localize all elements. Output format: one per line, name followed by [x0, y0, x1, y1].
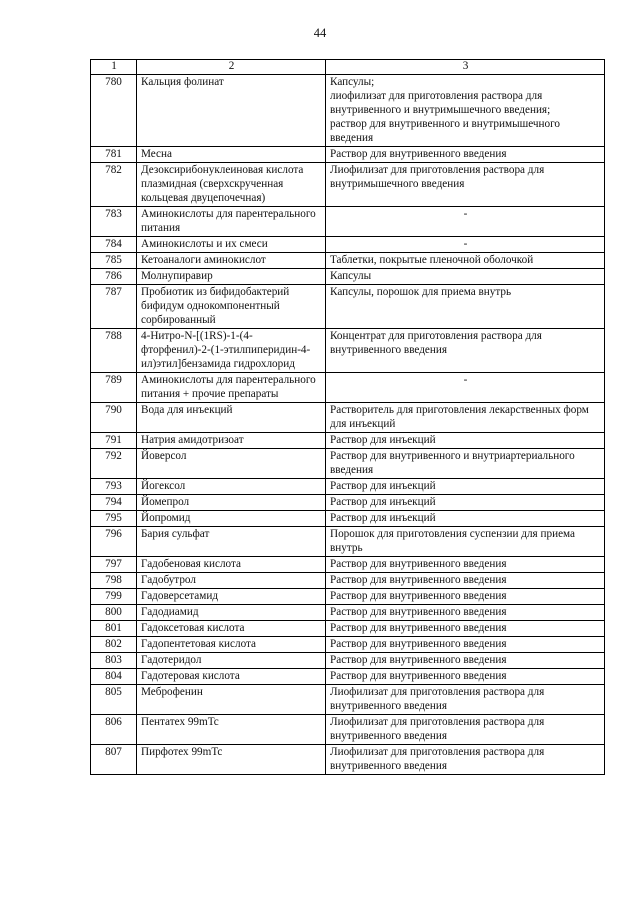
drug-name: Гадодиамид — [137, 605, 326, 621]
dosage-form: Лиофилизат для приготовления раствора для внутривенного введения — [326, 685, 605, 715]
drug-name: Вода для инъекций — [137, 403, 326, 433]
row-number: 783 — [91, 207, 137, 237]
row-number: 805 — [91, 685, 137, 715]
drug-name: Йогексол — [137, 479, 326, 495]
dosage-form: Лиофилизат для приготовления раствора для внутримышечного введения — [326, 163, 605, 207]
dosage-form: Растворитель для приготовления лекарственных форм для инъекций — [326, 403, 605, 433]
dosage-form: Раствор для внутривенного и внутриартериального введения — [326, 449, 605, 479]
drug-name: Аминокислоты для парентерального питания + прочие препараты — [137, 373, 326, 403]
row-number: 797 — [91, 557, 137, 573]
dosage-form: Раствор для внутривенного введения — [326, 147, 605, 163]
row-number: 789 — [91, 373, 137, 403]
drug-name: Бария сульфат — [137, 527, 326, 557]
table-row — [91, 433, 605, 449]
drug-name: Гадотеровая кислота — [137, 669, 326, 685]
drug-name: Пирфотех 99mTc — [137, 745, 326, 775]
dosage-form: Раствор для внутривенного введения — [326, 573, 605, 589]
dosage-form-text: Капсулы; лиофилизат для приготовления раствора для внутривенного и внутримышечного введения; раствор для внутривенного и внутримышечного введения — [330, 76, 561, 144]
table-header-row — [91, 60, 605, 75]
table-row — [91, 269, 605, 285]
table-row — [91, 449, 605, 479]
drug-name: Меброфенин — [137, 685, 326, 715]
table-row — [91, 573, 605, 589]
drug-table — [90, 59, 605, 775]
row-number: 800 — [91, 605, 137, 621]
dosage-form: Раствор для инъекций — [326, 479, 605, 495]
drug-name: Кетоаналоги аминокислот — [137, 253, 326, 269]
dosage-form: - — [326, 207, 605, 237]
drug-name: Йомепрол — [137, 495, 326, 511]
dosage-form: Раствор для внутривенного введения — [326, 637, 605, 653]
row-number: 794 — [91, 495, 137, 511]
row-number: 795 — [91, 511, 137, 527]
dosage-form: Раствор для внутривенного введения — [326, 653, 605, 669]
table-row — [91, 653, 605, 669]
dosage-form: Раствор для инъекций — [326, 511, 605, 527]
row-number: 791 — [91, 433, 137, 449]
row-number: 786 — [91, 269, 137, 285]
row-number: 803 — [91, 653, 137, 669]
drug-name: Гадобеновая кислота — [137, 557, 326, 573]
table-row — [91, 479, 605, 495]
row-number: 796 — [91, 527, 137, 557]
row-number: 804 — [91, 669, 137, 685]
table-row — [91, 637, 605, 653]
drug-name: Молнупиравир — [137, 269, 326, 285]
table-row — [91, 373, 605, 403]
drug-name: Гадопентетовая кислота — [137, 637, 326, 653]
column-header-name: 2 — [137, 60, 326, 75]
dosage-form: Капсулы, порошок для приема внутрь — [326, 285, 605, 329]
row-number: 780 — [91, 75, 137, 147]
row-number: 801 — [91, 621, 137, 637]
dosage-form: Раствор для внутривенного введения — [326, 669, 605, 685]
drug-name: Гадоверсетамид — [137, 589, 326, 605]
drug-name: Пентатех 99mTc — [137, 715, 326, 745]
table-row — [91, 403, 605, 433]
drug-name: 4-Нитро-N-[(1RS)-1-(4-фторфенил)-2-(1-этилпиперидин-4-ил)этил]бензамида гидрохлорид — [137, 329, 326, 373]
table-row — [91, 685, 605, 715]
drug-name: Кальция фолинат — [137, 75, 326, 147]
dosage-form: Раствор для инъекций — [326, 495, 605, 511]
table-row — [91, 557, 605, 573]
row-number: 790 — [91, 403, 137, 433]
drug-name: Дезоксирибонуклеиновая кислота плазмидная (сверхскрученная кольцевая двуцепочечная) — [137, 163, 326, 207]
row-number: 792 — [91, 449, 137, 479]
table-row — [91, 605, 605, 621]
dosage-form: Порошок для приготовления суспензии для приема внутрь — [326, 527, 605, 557]
table-row — [91, 207, 605, 237]
row-number: 781 — [91, 147, 137, 163]
drug-name: Аминокислоты и их смеси — [137, 237, 326, 253]
table-row — [91, 511, 605, 527]
table-row — [91, 621, 605, 637]
drug-name: Аминокислоты для парентерального питания — [137, 207, 326, 237]
dosage-form: - — [326, 373, 605, 403]
dosage-form: Раствор для инъекций — [326, 433, 605, 449]
row-number: 785 — [91, 253, 137, 269]
column-header-form: 3 — [326, 60, 605, 75]
row-number: 788 — [91, 329, 137, 373]
drug-name: Гадотеридол — [137, 653, 326, 669]
table-row — [91, 253, 605, 269]
table-row — [91, 329, 605, 373]
row-number: 802 — [91, 637, 137, 653]
row-number: 807 — [91, 745, 137, 775]
drug-name: Гадоксетовая кислота — [137, 621, 326, 637]
column-header-number: 1 — [91, 60, 137, 75]
table-row — [91, 163, 605, 207]
row-number: 798 — [91, 573, 137, 589]
dosage-form — [326, 75, 605, 147]
dosage-form: - — [326, 237, 605, 253]
dosage-form: Концентрат для приготовления раствора для внутривенного введения — [326, 329, 605, 373]
dosage-form: Раствор для внутривенного введения — [326, 621, 605, 637]
drug-name: Йопромид — [137, 511, 326, 527]
row-number: 806 — [91, 715, 137, 745]
table-row — [91, 589, 605, 605]
dosage-form: Раствор для внутривенного введения — [326, 589, 605, 605]
table-row — [91, 285, 605, 329]
row-number: 799 — [91, 589, 137, 605]
dosage-form: Раствор для внутривенного введения — [326, 557, 605, 573]
table-row — [91, 237, 605, 253]
drug-name: Гадобутрол — [137, 573, 326, 589]
drug-name: Натрия амидотризоат — [137, 433, 326, 449]
row-number: 787 — [91, 285, 137, 329]
table-row — [91, 495, 605, 511]
table-row — [91, 669, 605, 685]
dosage-form: Лиофилизат для приготовления раствора для внутривенного введения — [326, 745, 605, 775]
row-number: 784 — [91, 237, 137, 253]
table-row — [91, 75, 605, 147]
row-number: 782 — [91, 163, 137, 207]
dosage-form: Лиофилизат для приготовления раствора для внутривенного введения — [326, 715, 605, 745]
table-row — [91, 527, 605, 557]
dosage-form: Капсулы — [326, 269, 605, 285]
row-number: 793 — [91, 479, 137, 495]
drug-name: Месна — [137, 147, 326, 163]
drug-name: Пробиотик из бифидобактерий бифидум однокомпонентный сорбированный — [137, 285, 326, 329]
table-row — [91, 715, 605, 745]
page-number: 44 — [313, 26, 327, 40]
table-row — [91, 745, 605, 775]
dosage-form: Таблетки, покрытые пленочной оболочкой — [326, 253, 605, 269]
dosage-form: Раствор для внутривенного введения — [326, 605, 605, 621]
drug-name: Йоверсол — [137, 449, 326, 479]
table-row — [91, 147, 605, 163]
